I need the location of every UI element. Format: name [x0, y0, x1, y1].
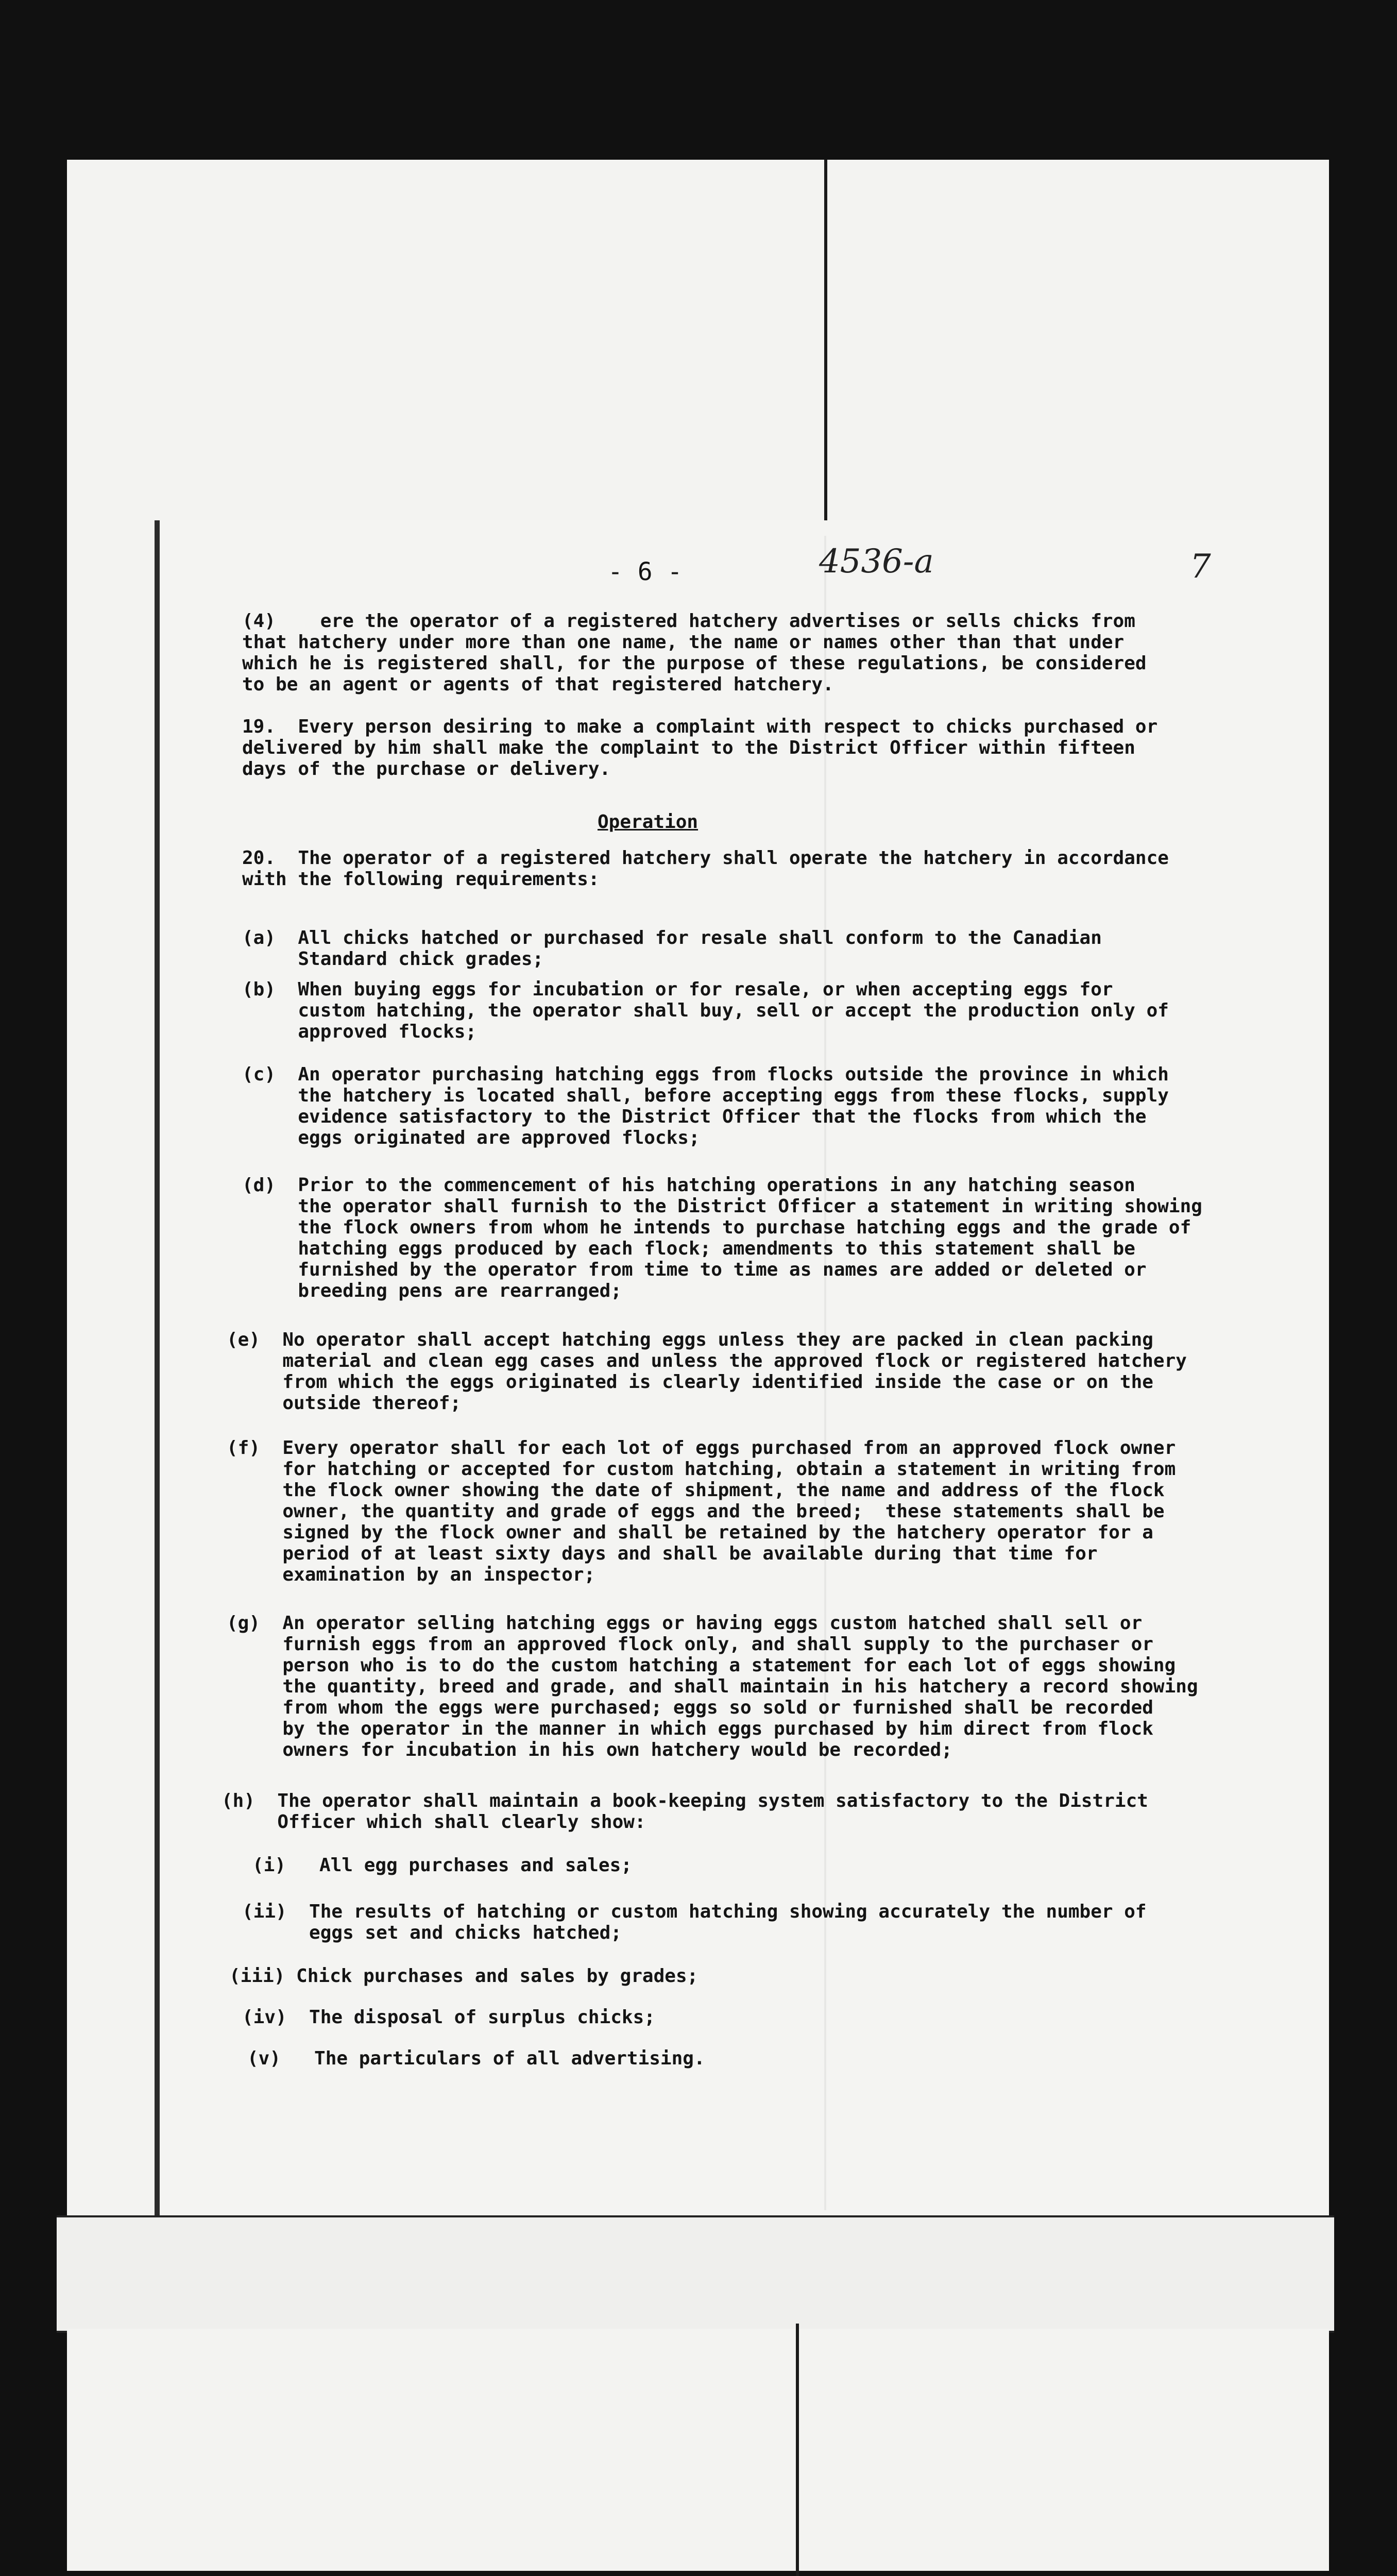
paragraph-line-h1: (i) All egg purchases and sales;: [252, 1855, 632, 1876]
paragraph-line-d: the operator shall furnish to the District Officer a statement in writing showing: [242, 1196, 1202, 1217]
lower-folded-sheet: [67, 2329, 1329, 2571]
section-heading: Operation: [598, 811, 698, 833]
paragraph-line-f: owner, the quantity and grade of eggs and the breed; these statements shall be: [227, 1501, 1165, 1522]
paragraph-line-d: breeding pens are rearranged;: [242, 1280, 622, 1301]
paragraph-line-p19: delivered by him shall make the complaint to the District Officer within fifteen: [242, 737, 1135, 758]
paragraph-line-d: the flock owners from whom he intends to purchase hatching eggs and the grade of: [242, 1217, 1191, 1238]
paragraph-line-p4: (4) ere the operator of a registered hatchery advertises or sells chicks from: [242, 611, 1135, 632]
paragraph-line-h2: eggs set and chicks hatched;: [242, 1922, 622, 1943]
paragraph-line-b: (b) When buying eggs for incubation or for resale, or when accepting eggs for: [242, 979, 1113, 1000]
paragraph-line-p4: to be an agent or agents of that registered hatchery.: [242, 674, 834, 695]
paragraph-line-p20: 20. The operator of a registered hatchery shall operate the hatchery in accordance: [242, 848, 1169, 869]
bottom-fold-strip: [57, 2215, 1334, 2333]
fold-line: [824, 160, 827, 531]
paragraph-line-f: the flock owner showing the date of shipment, the name and address of the flock: [227, 1480, 1165, 1501]
paragraph-line-a: (a) All chicks hatched or purchased for resale shall conform to the Canadian: [242, 927, 1102, 948]
handwritten-reference: 4536-a: [819, 543, 934, 581]
paragraph-line-d: furnished by the operator from time to time as names are added or deleted or: [242, 1259, 1147, 1280]
paragraph-line-h2: (ii) The results of hatching or custom hatching showing accurately the number of: [242, 1901, 1147, 1922]
paragraph-line-e: (e) No operator shall accept hatching eggs unless they are packed in clean packing: [227, 1329, 1153, 1350]
paragraph-line-c: evidence satisfactory to the District Officer that the flocks from which the: [242, 1106, 1147, 1127]
paragraph-line-g: furnish eggs from an approved flock only, and shall supply to the purchaser or: [227, 1634, 1153, 1655]
paragraph-line-e: material and clean egg cases and unless the approved flock or registered hatchery: [227, 1350, 1187, 1371]
paragraph-line-h: Officer which shall clearly show:: [222, 1811, 646, 1833]
page-number: - 6 -: [608, 557, 683, 586]
paragraph-line-d: (d) Prior to the commencement of his hatching operations in any hatching season: [242, 1175, 1135, 1196]
paragraph-line-f: signed by the flock owner and shall be retained by the hatchery operator for a: [227, 1522, 1153, 1543]
paragraph-line-g: from whom the eggs were purchased; eggs so sold or furnished shall be recorded: [227, 1697, 1153, 1718]
paragraph-line-g: person who is to do the custom hatching a statement for each lot of eggs showing: [227, 1655, 1176, 1676]
paragraph-line-c: (c) An operator purchasing hatching eggs from flocks outside the province in which: [242, 1064, 1169, 1085]
paragraph-line-c: eggs originated are approved flocks;: [242, 1127, 700, 1148]
paragraph-line-p19: days of the purchase or delivery.: [242, 758, 611, 779]
fold-line: [796, 2324, 799, 2576]
paragraph-line-h4: (iv) The disposal of surplus chicks;: [242, 2007, 655, 2028]
paragraph-line-f: period of at least sixty days and shall be available during that time for: [227, 1543, 1098, 1564]
paragraph-line-f: for hatching or accepted for custom hatching, obtain a statement in writing from: [227, 1459, 1176, 1480]
paragraph-line-c: the hatchery is located shall, before accepting eggs from these flocks, supply: [242, 1085, 1169, 1106]
paragraph-line-p4: which he is registered shall, for the purpose of these regulations, be considered: [242, 653, 1147, 674]
handwritten-number: 7: [1190, 548, 1211, 586]
paragraph-line-f: (f) Every operator shall for each lot of eggs purchased from an approved flock owner: [227, 1437, 1176, 1459]
paragraph-line-h3: (iii) Chick purchases and sales by grades;: [229, 1965, 698, 1987]
paragraph-line-g: (g) An operator selling hatching eggs or having eggs custom hatched shall sell or: [227, 1613, 1143, 1634]
paragraph-line-e: from which the eggs originated is clearly identified inside the case or on the: [227, 1371, 1153, 1393]
paragraph-line-e: outside thereof;: [227, 1393, 462, 1414]
paragraph-line-g: owners for incubation in his own hatchery would be recorded;: [227, 1739, 952, 1760]
paragraph-line-g: the quantity, breed and grade, and shall maintain in his hatchery a record showing: [227, 1676, 1198, 1697]
paragraph-line-b: approved flocks;: [242, 1021, 477, 1042]
paragraph-line-h: (h) The operator shall maintain a book-keeping system satisfactory to the District: [222, 1790, 1148, 1811]
paragraph-line-d: hatching eggs produced by each flock; amendments to this statement shall be: [242, 1238, 1135, 1259]
paragraph-line-p4: that hatchery under more than one name, the name or names other than that under: [242, 632, 1125, 653]
paragraph-line-p20: with the following requirements:: [242, 869, 600, 890]
paragraph-line-b: custom hatching, the operator shall buy, sell or accept the production only of: [242, 1000, 1169, 1021]
paragraph-line-h5: (v) The particulars of all advertising.: [247, 2048, 705, 2069]
paragraph-line-a: Standard chick grades;: [242, 948, 544, 970]
paragraph-line-f: examination by an inspector;: [227, 1564, 595, 1585]
paragraph-line-g: by the operator in the manner in which eggs purchased by him direct from flock: [227, 1718, 1153, 1739]
paragraph-line-p19: 19. Every person desiring to make a complaint with respect to chicks purchased or: [242, 716, 1158, 737]
